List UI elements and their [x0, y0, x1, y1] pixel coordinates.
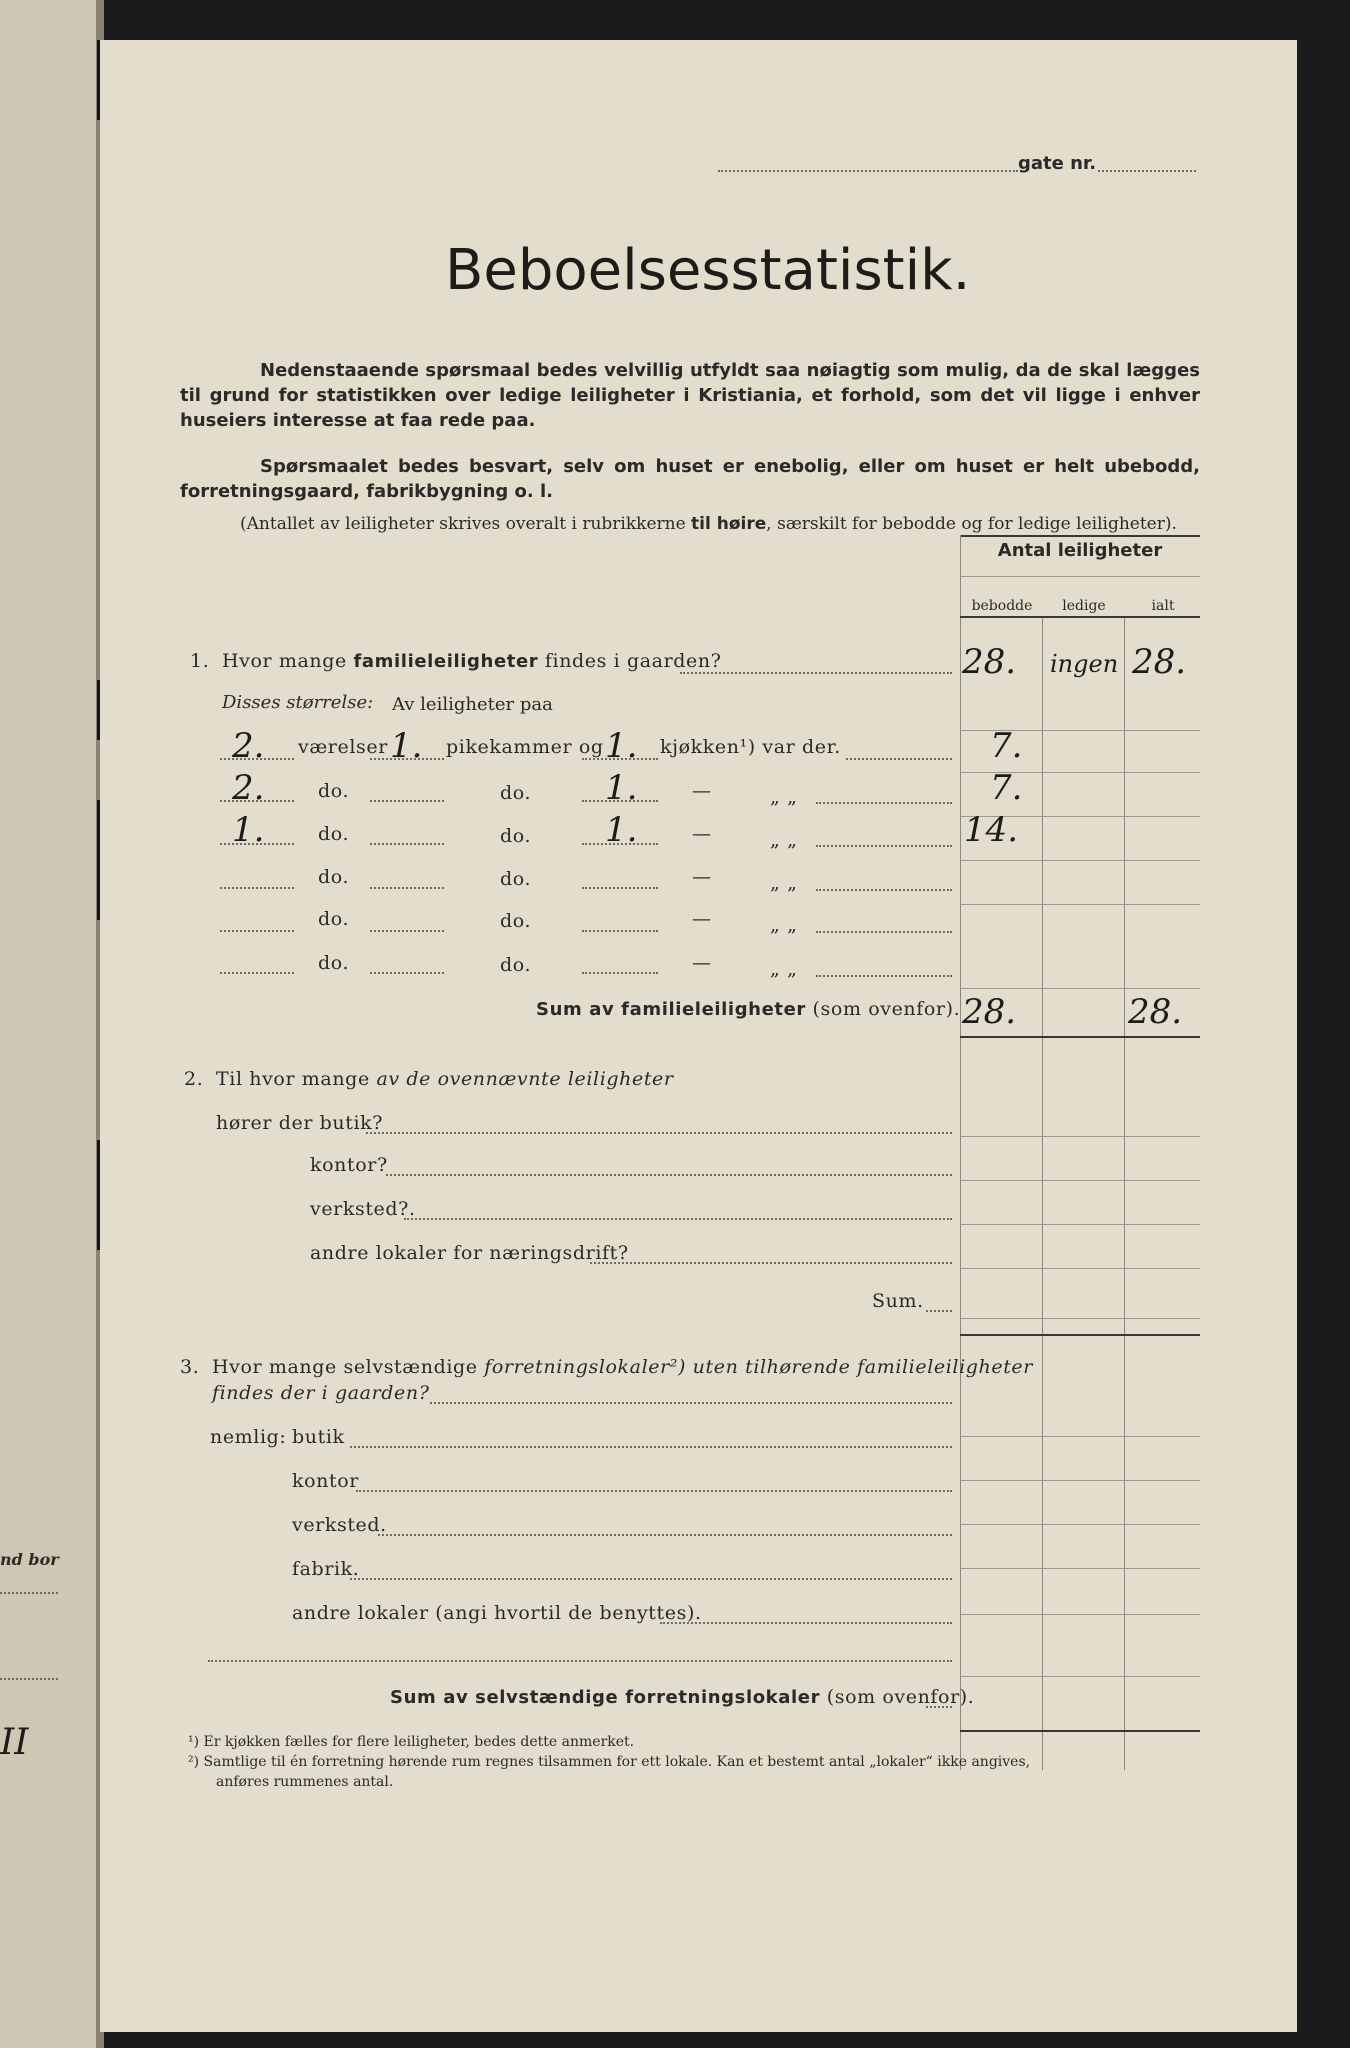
q2-item: kontor? — [310, 1154, 388, 1176]
left-page-text: nd bor — [0, 1550, 59, 1569]
table-row-rule — [960, 1480, 1200, 1481]
size-label: Disses størrelse: — [222, 692, 374, 713]
q3-sum-bold: selvstændige forretningslokaler — [475, 1687, 821, 1708]
q1-sum-bebodde-value: 28. — [962, 992, 1017, 1032]
form-page — [100, 40, 1297, 2032]
left-page-line — [0, 1678, 58, 1680]
row-bebodde-value: 14. — [964, 810, 1019, 850]
leader-dots — [816, 975, 952, 977]
q1-bebodde-value: 28. — [962, 642, 1017, 682]
do-label: do. — [318, 866, 350, 888]
maid-room-line — [370, 843, 444, 845]
col-ialt-header: ialt — [1151, 598, 1175, 614]
vaerelser-label: værelser — [298, 736, 388, 758]
table-sum-rule — [960, 1036, 1200, 1038]
dash: — — [692, 908, 712, 930]
do-label: do. — [500, 868, 532, 890]
leader-dots — [386, 1174, 952, 1176]
do-label: do. — [318, 823, 350, 845]
rooms-line — [220, 887, 294, 889]
leader-dots — [816, 802, 952, 804]
table-row-rule — [960, 1436, 1200, 1437]
rooms-line — [220, 972, 294, 974]
kitchen-line — [582, 887, 658, 889]
table-header-rule — [960, 616, 1200, 618]
leader-dots — [350, 1446, 952, 1448]
kjokken-label: kjøkken¹) var der. — [660, 736, 841, 758]
intro-p3-a: (Antallet av leiligheter skrives overalt i rubrikkerne — [240, 514, 692, 534]
q3-item: andre lokaler (angi hvortil de benyttes). — [292, 1602, 702, 1624]
q3-sum-label — [390, 1686, 974, 1708]
page-title: Beboelsesstatistik. — [445, 238, 971, 303]
table-row-rule — [960, 1676, 1200, 1677]
q1-text — [222, 650, 721, 672]
table-row-rule — [960, 988, 1200, 989]
table-row-rule — [960, 1136, 1200, 1137]
table-sum-rule — [960, 1334, 1200, 1336]
dash: — — [692, 823, 712, 845]
leader-dots — [590, 1262, 952, 1264]
intro-paragraph-3 — [180, 512, 1200, 536]
intro-paragraph-2-text: Spørsmaalet bedes besvart, selv om huset er enebolig, eller om huset er helt ubebodd, forretningsgaard, fabrikbygning o. l. — [180, 456, 1200, 502]
leader-dots — [430, 1402, 952, 1404]
q3-sum-a: Sum av — [390, 1687, 476, 1708]
table-row-rule — [960, 1524, 1200, 1525]
maid-room-line — [370, 800, 444, 802]
do-label: do. — [318, 952, 350, 974]
q1-sum-ialt-value: 28. — [1128, 992, 1183, 1032]
leader-dots — [350, 1578, 952, 1580]
q3-text-italic: forretningslokaler²) — [484, 1356, 687, 1378]
leader-dots — [926, 1706, 952, 1708]
col-bebodde-header: bebodde — [971, 598, 1033, 614]
table-row-rule — [960, 1318, 1200, 1319]
leader-dots — [366, 1132, 952, 1134]
gate-nr-label: gate nr. — [1018, 153, 1097, 174]
size-label-2: Av leiligheter paa — [392, 694, 553, 715]
q1-text-a: Hvor mange — [222, 650, 354, 672]
kitchen-line — [582, 972, 658, 974]
q3-sum-c: (som ovenfor). — [820, 1686, 975, 1708]
do-label: do. — [500, 910, 532, 932]
q2-item: hører der butik? — [216, 1112, 384, 1134]
pikekammer-label: pikekammer og — [446, 736, 604, 758]
col-ledige-header: ledige — [1062, 598, 1106, 614]
do-label: do. — [318, 908, 350, 930]
q2-text-a: Til hvor mange — [216, 1068, 377, 1090]
q3-text-line-2: findes der i gaarden? — [212, 1382, 430, 1404]
q3-text-a: Hvor mange selvstændige — [212, 1356, 485, 1378]
q3-item: fabrik. — [292, 1558, 360, 1580]
row-bebodde-value: 7. — [990, 726, 1023, 766]
leader-dots — [660, 1622, 952, 1624]
q1-ialt-value: 28. — [1132, 642, 1187, 682]
left-page-line — [0, 1592, 58, 1594]
gate-nr-line — [1098, 170, 1196, 172]
ditto-quote: „ „ — [770, 914, 798, 936]
dash: — — [692, 866, 712, 888]
leader-dots — [816, 845, 952, 847]
do-label: do. — [318, 780, 350, 802]
row-bebodde-value: 7. — [990, 768, 1023, 808]
q1-sum-c: (som ovenfor). — [805, 998, 961, 1020]
footnote-2-cont: anføres rummenes antal. — [216, 1774, 394, 1790]
leader-dots — [926, 1310, 952, 1312]
q2-number: 2. — [184, 1068, 204, 1090]
ditto-quote: „ „ — [770, 958, 798, 980]
leader-dots — [846, 758, 952, 760]
nemlig-label: nemlig: — [210, 1426, 287, 1448]
q2-text-italic: av de ovennævnte leiligheter — [376, 1068, 674, 1090]
q3-text — [212, 1356, 1033, 1378]
q3-item: verksted. — [292, 1514, 387, 1536]
table-bottom-rule — [960, 1730, 1200, 1732]
q3-item: butik — [292, 1426, 345, 1448]
q1-sum-label — [536, 998, 960, 1020]
rooms-value: 2. — [232, 726, 265, 766]
q1-number: 1. — [190, 650, 210, 672]
table-col-rule — [1124, 616, 1125, 1770]
q2-text — [216, 1068, 674, 1090]
kitchen-value: 1. — [605, 810, 638, 850]
table-title: Antal leiligheter — [997, 540, 1163, 561]
leader-dots — [680, 672, 952, 674]
ditto-quote: „ „ — [770, 829, 798, 851]
rooms-line — [220, 930, 294, 932]
table-top-rule — [960, 535, 1200, 537]
q1-sum-a: Sum av — [536, 999, 622, 1020]
rooms-value: 2. — [232, 768, 265, 808]
q1-ledige-value: ingen — [1050, 650, 1119, 678]
rooms-value: 1. — [232, 810, 265, 850]
dash: — — [692, 952, 712, 974]
q1-sum-bold: familieleiligheter — [621, 999, 806, 1020]
do-label: do. — [500, 782, 532, 804]
left-page-fragment — [0, 0, 100, 2048]
q1-text-bold: familieleiligheter — [353, 651, 539, 672]
leader-dots — [404, 1218, 952, 1220]
intro-p3-bold: til høire — [691, 514, 767, 534]
table-row-rule — [960, 1268, 1200, 1269]
table-left-rule — [960, 535, 961, 1770]
kitchen-line — [582, 930, 658, 932]
leader-dots — [378, 1534, 952, 1536]
q2-item: verksted?. — [310, 1198, 416, 1220]
kitchen-value: 1. — [605, 768, 638, 808]
leader-dots — [816, 889, 952, 891]
intro-p3-c: , særskilt for bebodde og for ledige leiligheter). — [766, 514, 1177, 534]
do-label: do. — [500, 954, 532, 976]
q2-item: andre lokaler for næringsdrift? — [310, 1242, 629, 1264]
maid-room-line — [370, 887, 444, 889]
ditto-quote: „ „ — [770, 786, 798, 808]
ditto-quote: „ „ — [770, 872, 798, 894]
kitchen-value: 1. — [605, 726, 638, 766]
leader-dots — [356, 1490, 952, 1492]
q1-text-c: findes i gaarden? — [538, 650, 722, 672]
maid-room-line — [370, 972, 444, 974]
table-row-rule — [960, 904, 1200, 905]
maid-room-value: 1. — [390, 726, 423, 766]
q3-text-italic-2: uten tilhørende familieleiligheter — [686, 1356, 1033, 1378]
intro-paragraph-2 — [180, 454, 1200, 504]
write-in-line — [208, 1660, 952, 1662]
left-page-handwritten-mark: II — [0, 1722, 29, 1763]
footnote-2: ²) Samtlige til én forretning hørende rum regnes tilsammen for ett lokale. Kan et bestemt antal „lokaler“ ikke angives, — [188, 1754, 1031, 1770]
q2-sum-label: Sum. — [872, 1290, 924, 1312]
table-row-rule — [960, 1180, 1200, 1181]
maid-room-line — [370, 930, 444, 932]
leader-dots — [816, 931, 952, 933]
q3-number: 3. — [180, 1356, 200, 1378]
table-row-rule — [960, 1224, 1200, 1225]
table-row-rule — [960, 1614, 1200, 1615]
dash: — — [692, 780, 712, 802]
q3-item: kontor — [292, 1470, 359, 1492]
table-row-rule — [960, 860, 1200, 861]
table-row-rule — [960, 1568, 1200, 1569]
street-name-line — [718, 170, 1018, 172]
table-col-rule — [1042, 616, 1043, 1770]
table-rule — [960, 576, 1200, 577]
do-label: do. — [500, 825, 532, 847]
footnote-1: ¹) Er kjøkken fælles for flere leiligheter, bedes dette anmerket. — [188, 1734, 635, 1750]
intro-paragraph-1: Nedenstaaende spørsmaal bedes velvillig utfyldt saa nøiagtig som mulig, da de skal lægges til grund for statistikken over ledige leiligheter i Kristiania, et forhold, som det vil ligge i enhver huseiers interesse at faa rede paa. — [180, 360, 1200, 431]
